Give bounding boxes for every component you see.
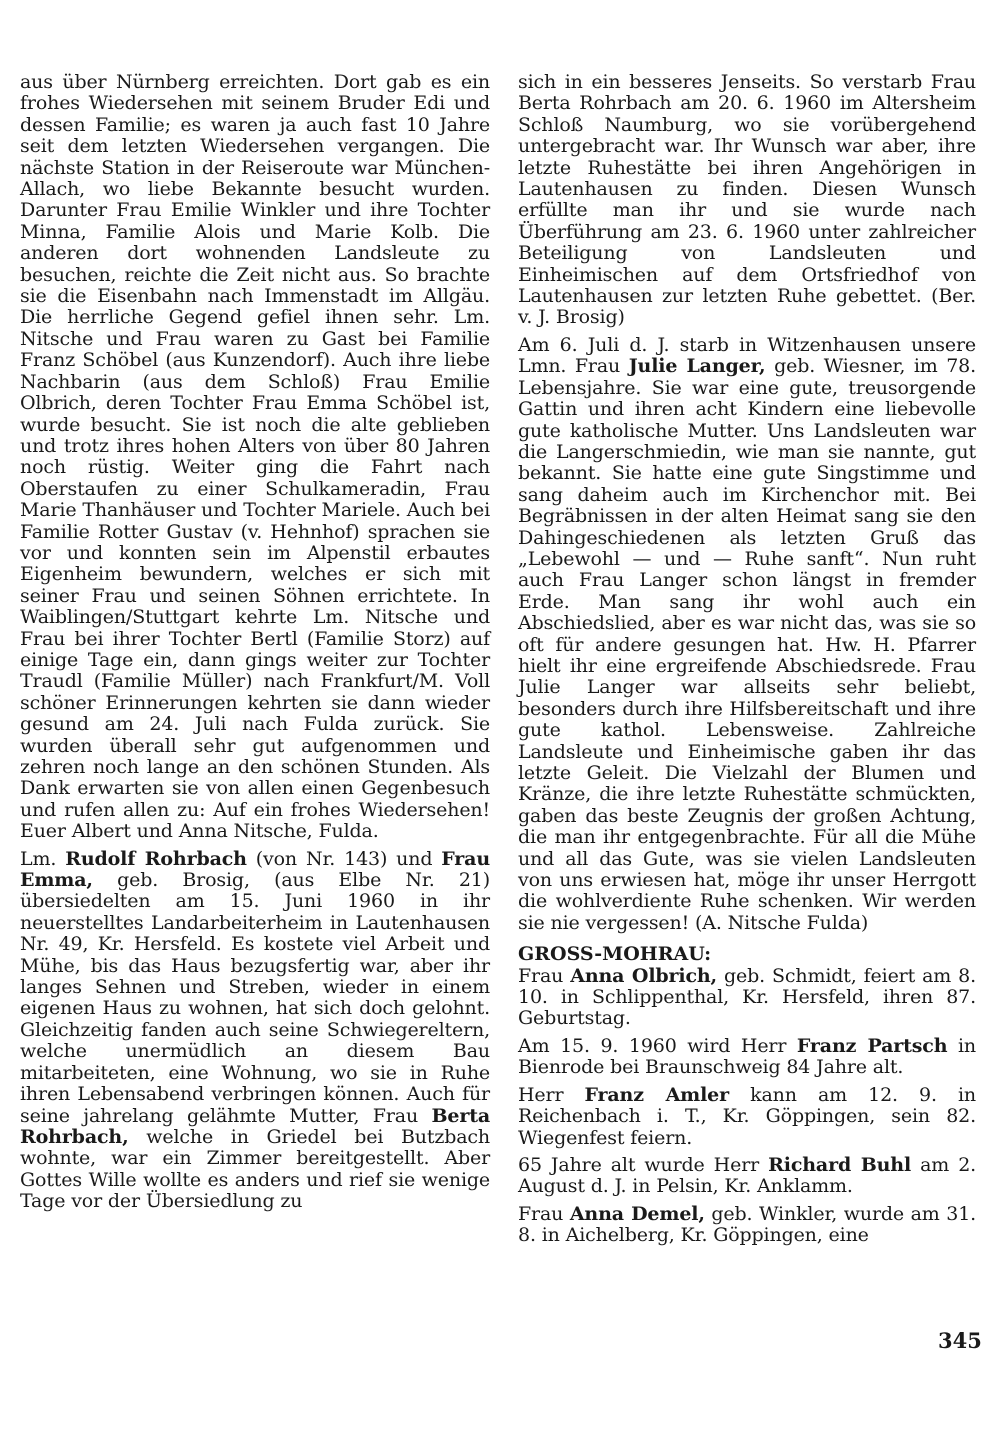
text: Herr (518, 1083, 564, 1106)
paragraph-nitsche-travel: aus über Nürnberg erreichten. Dort gab es ein frohes Wiedersehen mit seinem Bruder Edi und dessen Familie; es waren ja auch fast 10 Jahre seit dem letzten Wiedersehen vergangen. Die nächste Station in der Reiseroute war München-Allach, wo liebe Bekannte besucht wurden. Darunter Frau Emilie Winkler und ihre Tochter Minna, Familie Alois und Marie Kolb. Die anderen dort wohnenden Landsleute zu besuchen, reichte die Zeit nicht aus. So brachte sie die Eisenbahn nach Immenstadt im Allgäu. Die herrliche Gegend gefiel ihnen sehr. Lm. Nitsche und Frau waren zu Gast bei Familie Franz Schöbel (aus Kunzendorf). Auch ihre liebe Nachbarin (aus dem Schloß) Frau Emilie Olbrich, deren Tochter Frau Emma Schöbel ist, wurde besucht. Sie ist noch die alte geblieben und trotz ihres hohen Alters von über 80 Jahren noch rüstig. Weiter ging die Fahrt nach Oberstaufen zu einer Schulkameradin, Frau Marie Thanhäuser und Tochter Mariele. Auch bei Familie Rotter Gustav (v. Hehnhof) sprachen sie vor und konnten sein im Alpenstil erbautes Eigenheim bewundern, welches er sich mit seiner Frau und seinen Söhnen errichtete. In Waiblingen/Stuttgart kehrte Lm. Nitsche und Frau bei ihrer Tochter Bertl (Familie Storz) auf einige Tage ein, dann gings weiter zur Tochter Traudl (Familie Müller) nach Frankfurt/M. Voll schöner Erinnerungen kehrten sie dann wieder gesund am 24. Juli nach Fulda zurück. Sie wurden überall sehr gut aufgenommen und zehren noch lange an den schönen Stunden. Als Dank erwarten sie von allen einen Gegenbesuch und rufen allen zu: Auf ein frohes Wiedersehen! Euer Albert und Anna Nitsche, Fulda. (20, 71, 490, 843)
name-frau-emma: Frau Emma, (20, 847, 490, 892)
notice-anna-olbrich (518, 966, 976, 1030)
text: Frau (518, 1202, 564, 1225)
text: am 2. August d. J. in Pelsin, Kr. Anklamm. (518, 1153, 977, 1198)
notice-franz-amler (518, 1085, 976, 1149)
text: Lm. (20, 847, 57, 870)
paragraph-julie-langer (518, 335, 976, 934)
text: Am 6. Juli d. J. starb in Witzenhausen unsere Lmn. Frau (518, 333, 976, 378)
text: geb. Winkler, wurde am 31. 8. in Aichelberg, Kr. Göppingen, eine (518, 1202, 977, 1247)
paragraph-rohrbach (20, 849, 490, 1213)
text: geb. Schmidt, feiert am 8. 10. in Schlippenthal, Kr. Hersfeld, ihren 87. Geburtstag. (518, 964, 976, 1030)
text: Frau (518, 964, 564, 987)
name-franz-partsch: Franz Partsch (796, 1034, 948, 1057)
notice-franz-partsch (518, 1036, 976, 1079)
text: geb. Wiesner, im 78. Lebensjahre. Sie war eine gute, treusorgende Gattin und ihren acht Kindern eine liebevolle gute katholische Mutter. Uns Landsleuten war die Langerschmiedin, wie man sie nannte, gut bekannt. Sie hatte eine gute Singstimme und sang daheim auch im Kirchenchor mit. Bei Begräbnissen in der alten Heimat sang sie den Dahingeschiedenen als letzten Gruß das „Lebewohl — und — Ruhe sanft“. Nun ruht auch Frau Langer schon längst in fremder Erde. Man sang ihr wohl auch ein Abschiedslied, aber es war nicht das, was sie so oft für andere gesungen hat. Hw. H. Pfarrer hielt ihr eine ergreifende Abschiedsrede. Frau Julie Langer war allseits sehr beliebt, besonders durch ihre Hilfsbereitschaft und ihre gute kathol. Lebensweise. Zahlreiche Landsleute und Einheimische gaben ihr das letzte Geleit. Die Vielzahl der Blumen und Kränze, die ihre letzte Ruhestätte schmückten, gaben das beste Zeugnis der großen Achtung, die man ihr entgegenbrachte. Für all die Mühe und all das Gute, was sie vielen Landsleuten von uns erwiesen hat, möge ihr unser Herrgott die wohlverdiente Ruhe schenken. Wir werden sie nie vergessen! (A. Nitsche Fulda) (518, 355, 977, 934)
text: geb. Brosig, (aus Elbe Nr. 21) übersiedelten am 15. Juni 1960 in ihr neuerstelltes Landarbeiterheim in Lautenhausen Nr. 49, Kr. Hersfeld. Es kostete viel Arbeit und Mühe, bis das Haus bezugsfertig war, aber ihr langes Sehnen und Streben, wieder in einem eigenen Haus zu wohnen, hat sich doch gelohnt. Gleichzeitig fanden auch seine Schwiegereltern, welche unermüdlich an diesem Bau mitarbeiteten, eine Wohnung, wo sie in Ruhe ihren Lebensabend verbringen können. Auch für seine jahrelang gelähmte Mutter, Frau (20, 869, 491, 1127)
notice-richard-buhl (518, 1155, 976, 1198)
text: Am 15. 9. 1960 wird Herr (518, 1034, 787, 1057)
section-heading-gross-mohrau: GROSS-MOHRAU: (518, 943, 712, 966)
name-rudolf-rohrbach: Rudolf Rohrbach (65, 847, 247, 870)
text: in Bienrode bei Braunschweig 84 Jahre alt. (518, 1034, 977, 1079)
name-julie-langer: Julie Langer, (628, 355, 766, 378)
name-anna-demel: Anna Demel, (569, 1202, 705, 1225)
page-number: 345 (938, 1328, 982, 1353)
name-berta-rohrbach: Berta Rohrbach, (20, 1104, 491, 1148)
text: welche in Griedel bei Butzbach wohnte, war ein Zimmer bereitgestellt. Aber Gottes Wille wollte es anders und rief sie wenige Tage vor der Übersiedlung zu (20, 1125, 490, 1213)
name-anna-olbrich: Anna Olbrich, (570, 964, 717, 987)
right-column (518, 72, 976, 1247)
name-richard-buhl: Richard Buhl (768, 1153, 912, 1176)
text: kann am 12. 9. in Reichenbach i. T., Kr. Göppingen, sein 82. Wiegenfest feiern. (518, 1083, 977, 1149)
name-franz-amler: Franz Amler (584, 1083, 729, 1106)
paragraph-rohrbach-continued: sich in ein besseres Jenseits. So verstarb Frau Berta Rohrbach am 20. 6. 1960 im Altersheim Schloß Naumburg, wo sie vorübergehend untergebracht war. Ihr Wunsch war aber, ihre letzte Ruhestätte bei ihren Angehörigen in Lautenhausen zu finden. Diesen Wunsch erfüllte man ihr und sie wurde nach Überführung am 23. 6. 1960 unter zahlreicher Beteiligung von Landsleuten und Einheimischen auf dem Ortsfriedhof von Lautenhausen zur letzten Ruhe gebettet. (Ber. v. J. Brosig) (518, 71, 976, 329)
notice-anna-demel (518, 1204, 976, 1247)
text: 65 Jahre alt wurde Herr (518, 1153, 760, 1176)
left-column (20, 72, 490, 1213)
text: (von Nr. 143) und (255, 847, 433, 870)
